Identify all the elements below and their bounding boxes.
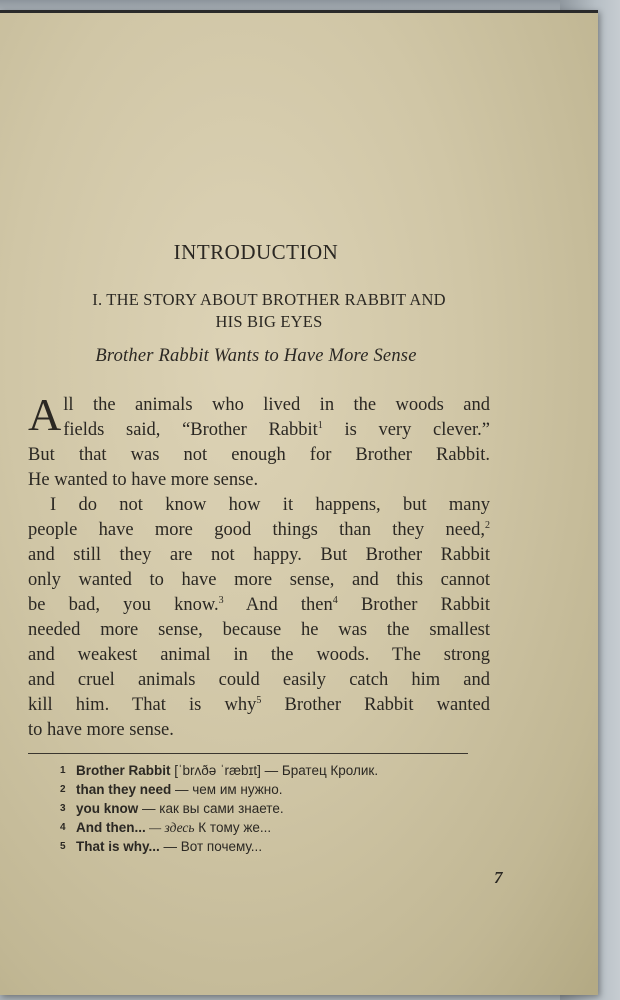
footnote-term: Brother Rabbit	[76, 763, 171, 778]
footnote-divider	[28, 753, 468, 754]
footnote-ref: 3	[218, 594, 224, 606]
text-line	[28, 593, 490, 618]
text-span: and still they are not happy. But Brother Rabbit	[28, 545, 490, 565]
footnotes	[60, 761, 480, 856]
text-line	[28, 493, 490, 518]
story-title: Brother Rabbit Wants to Have More Sense	[95, 346, 417, 366]
footnote-note: — здесь	[145, 820, 195, 835]
footnote-ref: 5	[256, 694, 262, 706]
footnote-number: 5	[60, 841, 66, 852]
text-span: needed more sense, because he was the smallest	[28, 620, 490, 640]
footnote-4	[60, 818, 480, 837]
section-heading	[30, 289, 508, 333]
footnote-translation: К тому же...	[194, 820, 272, 835]
chapter-title: INTRODUCTION	[173, 240, 339, 264]
book-page	[0, 10, 598, 995]
text-line	[28, 518, 490, 543]
text-span: is very clever.”	[322, 420, 490, 440]
footnote-1	[60, 761, 480, 780]
text-span: to have more sense.	[28, 720, 174, 740]
footnote-term: And then...	[76, 820, 146, 835]
text-span: I do not know how it happens, but many	[50, 495, 490, 515]
footnote-term: than they need	[76, 782, 172, 797]
footnote-ref: 1	[317, 419, 323, 431]
text-line	[28, 693, 490, 718]
text-span: only wanted to have more sense, and this cannot	[28, 570, 490, 590]
text-line	[28, 668, 490, 693]
text-line	[28, 643, 490, 668]
text-span: people have more good things than they need,	[28, 520, 485, 540]
section-heading-line-1: I. THE STORY ABOUT BROTHER RABBIT AND	[92, 290, 446, 309]
text-span: Brother Rabbit wanted	[261, 695, 491, 715]
text-line	[28, 418, 490, 443]
footnote-ref: 4	[332, 594, 338, 606]
footnote-translation: [ˈbrʌðə ˈræbɪt] — Братец Кролик.	[170, 763, 379, 778]
text-line	[28, 393, 490, 418]
text-span: and cruel animals could easily catch him and	[28, 670, 490, 690]
text-span: fields said, “Brother Rabbit	[63, 420, 318, 440]
footnote-number: 2	[60, 784, 66, 795]
footnote-3	[60, 799, 480, 818]
footnote-2	[60, 780, 480, 799]
text-span: and weakest animal in the woods. The strong	[28, 645, 490, 665]
text-line	[28, 543, 490, 568]
footnote-term: you know	[76, 801, 139, 816]
text-span: ll the animals who lived in the woods and	[63, 395, 490, 415]
footnote-translation: — как вы сами знаете.	[138, 801, 284, 816]
footnote-number: 1	[60, 765, 66, 776]
footnote-5	[60, 837, 480, 856]
text-span: But that was not enough for Brother Rabbit.	[28, 445, 490, 465]
story-body	[28, 389, 491, 743]
paragraph-1	[28, 389, 490, 493]
section-heading-line-2: HIS BIG EYES	[215, 312, 323, 331]
page-content	[0, 13, 598, 995]
footnote-ref: 2	[485, 519, 490, 531]
footnote-term: That is why...	[76, 839, 160, 854]
text-span: Brother Rabbit	[337, 595, 490, 615]
text-line	[28, 718, 490, 743]
text-line	[28, 618, 490, 643]
text-span: kill him. That is why	[28, 695, 257, 715]
footnote-number: 3	[60, 803, 66, 814]
text-line	[28, 443, 490, 468]
text-line	[28, 568, 490, 593]
paragraph-2	[28, 493, 490, 743]
text-span: And then	[223, 595, 333, 615]
footnote-number: 4	[60, 822, 66, 833]
text-span: He wanted to have more sense.	[28, 470, 259, 490]
text-span: be bad, you know.	[28, 595, 219, 615]
drop-cap: A	[28, 389, 62, 440]
footnote-translation: — Вот почему...	[159, 839, 263, 854]
text-line	[28, 468, 490, 493]
footnote-translation: — чем им нужно.	[171, 782, 283, 797]
page-number: 7	[494, 868, 503, 887]
